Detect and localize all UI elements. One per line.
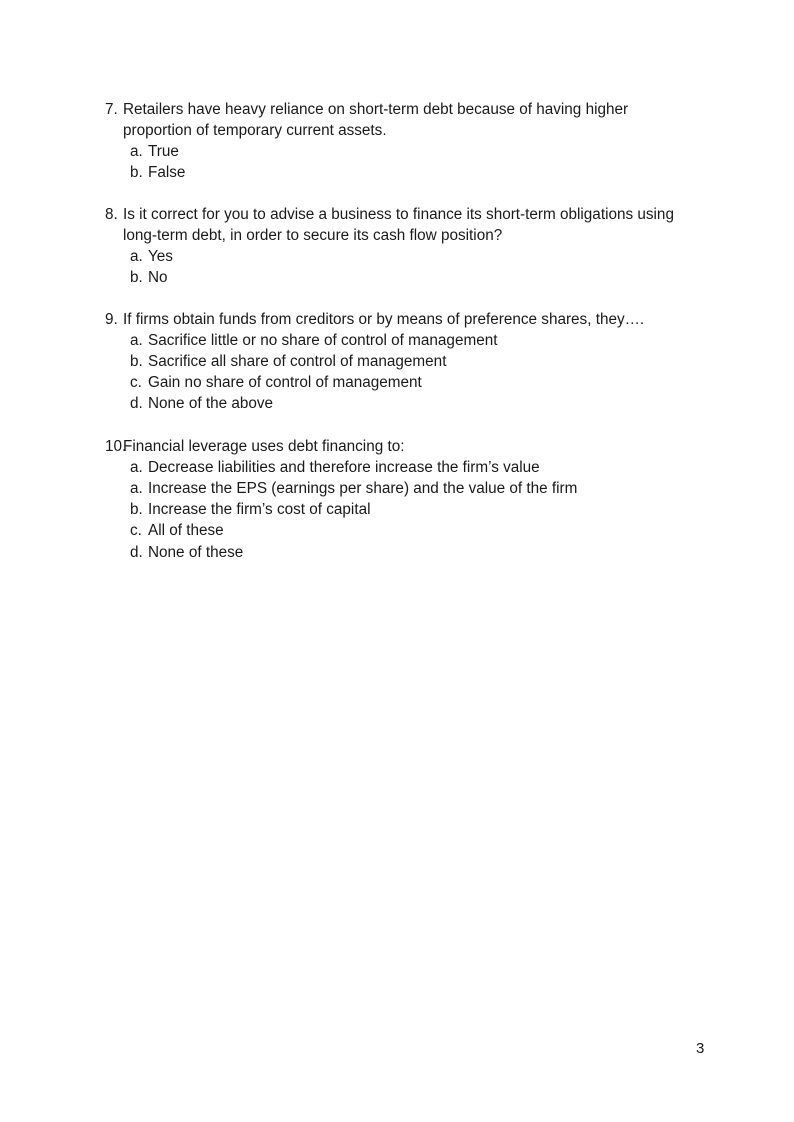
option-letter: a. <box>130 248 143 266</box>
question-text: Financial leverage uses debt financing to: <box>123 438 405 455</box>
question-text: Retailers have heavy reliance on short-term debt because of having higher <box>123 101 629 118</box>
question-text: proportion of temporary current assets. <box>123 122 387 140</box>
option-text: None of these <box>148 543 244 561</box>
option-letter: c. <box>130 522 142 540</box>
option-letter: a. <box>130 143 143 161</box>
question-number: 10. <box>105 438 127 455</box>
page-number: 3 <box>696 1040 705 1057</box>
question-number: 7. <box>105 101 118 118</box>
option-letter: a. <box>130 459 143 477</box>
option-letter: b. <box>130 269 143 287</box>
option-text: Increase the EPS (earnings per share) and the value of the firm <box>148 480 578 498</box>
option-text: Decrease liabilities and therefore increase the firm’s value <box>148 459 540 477</box>
option-letter: c. <box>130 374 142 392</box>
option-letter: b. <box>130 353 143 371</box>
option-text: Gain no share of control of management <box>148 374 422 392</box>
option-letter: d. <box>130 395 143 413</box>
question-text: Is it correct for you to advise a business to finance its short-term obligations using <box>123 206 674 223</box>
question-number: 8. <box>105 206 118 223</box>
option-text: None of the above <box>148 395 274 413</box>
option-letter: b. <box>130 501 143 519</box>
question-number: 9. <box>105 311 118 328</box>
option-text: Increase the firm’s cost of capital <box>148 501 371 519</box>
option-letter: a. <box>130 480 143 498</box>
option-text: Sacrifice little or no share of control of management <box>148 332 498 350</box>
option-letter: a. <box>130 332 143 350</box>
option-text: True <box>148 143 179 161</box>
option-text: Sacrifice all share of control of management <box>148 353 447 371</box>
option-letter: d. <box>130 543 143 561</box>
option-text: No <box>148 269 168 287</box>
option-text: Yes <box>148 248 173 266</box>
question-text: If firms obtain funds from creditors or by means of preference shares, they…. <box>123 311 645 328</box>
option-letter: b. <box>130 164 143 182</box>
option-text: All of these <box>148 522 224 540</box>
option-text: False <box>148 164 186 182</box>
question-text: long-term debt, in order to secure its cash flow position? <box>123 227 503 245</box>
